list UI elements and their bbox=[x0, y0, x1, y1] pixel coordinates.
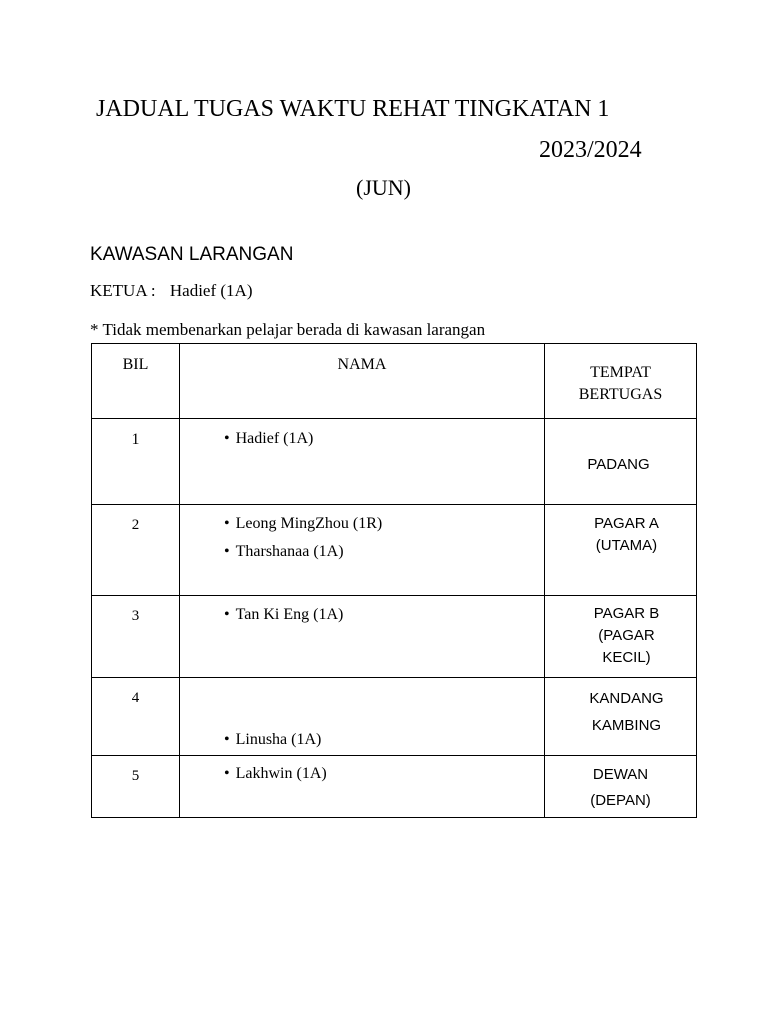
tempat-line: PAGAR B bbox=[593, 605, 660, 622]
table-row bbox=[92, 419, 697, 505]
row-bil: 4 bbox=[92, 678, 180, 756]
tempat-line: (UTAMA) bbox=[595, 537, 658, 554]
name-item: • Linusha (1A) bbox=[224, 731, 321, 749]
row-tempat bbox=[545, 756, 697, 818]
tempat-line: PADANG bbox=[587, 456, 650, 473]
name-item: • Tan Ki Eng (1A) bbox=[224, 606, 343, 624]
table-row bbox=[92, 596, 697, 678]
tempat-line: PAGAR A bbox=[594, 515, 659, 532]
row-names bbox=[180, 756, 545, 818]
name-item: • Leong MingZhou (1R) bbox=[224, 515, 382, 533]
header-tempat-line2: BERTUGAS bbox=[578, 386, 663, 403]
tempat-line: KANDANG bbox=[589, 690, 664, 707]
row-tempat bbox=[545, 596, 697, 678]
row-names bbox=[180, 419, 545, 505]
table-header-row bbox=[92, 344, 697, 419]
table-row bbox=[92, 678, 697, 756]
row-bil: 3 bbox=[92, 596, 180, 678]
name-item: • Lakhwin (1A) bbox=[224, 765, 327, 783]
document-title: JADUAL TUGAS WAKTU REHAT TINGKATAN 1 bbox=[96, 96, 610, 122]
header-tempat-line1: TEMPAT bbox=[590, 364, 651, 381]
table-row bbox=[92, 756, 697, 818]
area-heading: KAWASAN LARANGAN bbox=[90, 244, 294, 265]
tempat-line: (PAGAR bbox=[598, 627, 655, 644]
header-tempat bbox=[545, 344, 697, 419]
row-tempat bbox=[545, 678, 697, 756]
document-year: 2023/2024 bbox=[539, 137, 642, 163]
row-names bbox=[180, 505, 545, 596]
rule-note: * Tidak membenarkan pelajar berada di kawasan larangan bbox=[90, 320, 486, 339]
tempat-line: DEWAN bbox=[592, 766, 649, 783]
header-bil: BIL bbox=[92, 344, 180, 419]
row-bil: 5 bbox=[92, 756, 180, 818]
name-item: • Tharshanaa (1A) bbox=[224, 543, 344, 561]
header-nama: NAMA bbox=[180, 344, 545, 419]
table-row bbox=[92, 505, 697, 596]
ketua-label: KETUA : bbox=[90, 281, 156, 300]
tempat-line: KAMBING bbox=[591, 717, 662, 734]
tempat-line: KECIL) bbox=[602, 649, 651, 666]
row-bil: 1 bbox=[92, 419, 180, 505]
tempat-line: (DEPAN) bbox=[590, 792, 651, 809]
row-names bbox=[180, 678, 545, 756]
duty-table bbox=[91, 343, 697, 818]
row-bil: 2 bbox=[92, 505, 180, 596]
ketua-line bbox=[90, 281, 253, 301]
ketua-name: Hadief (1A) bbox=[169, 281, 253, 300]
row-tempat bbox=[545, 419, 697, 505]
row-names bbox=[180, 596, 545, 678]
row-tempat bbox=[545, 505, 697, 596]
name-item: • Hadief (1A) bbox=[224, 430, 313, 448]
document-month: (JUN) bbox=[356, 175, 411, 200]
